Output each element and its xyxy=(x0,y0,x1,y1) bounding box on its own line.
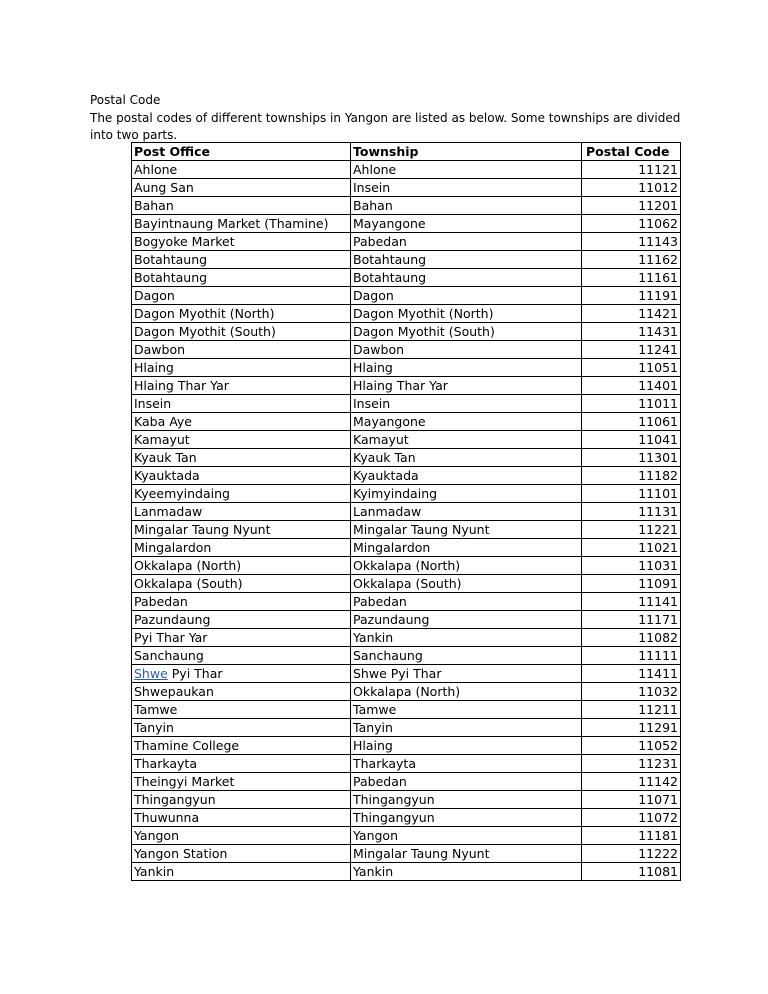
post-office-cell: Tamwe xyxy=(132,701,351,719)
township-cell: Dagon Myothit (South) xyxy=(351,323,582,341)
postal-code-cell: 11052 xyxy=(582,737,681,755)
post-office-cell: Yangon xyxy=(132,827,351,845)
table-row xyxy=(132,521,681,539)
township-cell: Tanyin xyxy=(351,719,582,737)
table-row xyxy=(132,341,681,359)
township-cell: Hlaing xyxy=(351,737,582,755)
township-cell: Mingalar Taung Nyunt xyxy=(351,845,582,863)
table-row xyxy=(132,593,681,611)
table-row xyxy=(132,215,681,233)
postal-code-cell: 11061 xyxy=(582,413,681,431)
post-office-cell: Tanyin xyxy=(132,719,351,737)
table-row xyxy=(132,197,681,215)
table-row xyxy=(132,629,681,647)
table-row xyxy=(132,701,681,719)
header-township: Township xyxy=(351,143,582,161)
postal-code-cell: 11221 xyxy=(582,521,681,539)
postal-code-cell: 11143 xyxy=(582,233,681,251)
table-row xyxy=(132,683,681,701)
post-office-cell: Pabedan xyxy=(132,593,351,611)
postal-code-cell: 11011 xyxy=(582,395,681,413)
township-cell: Kyauk Tan xyxy=(351,449,582,467)
township-cell: Tamwe xyxy=(351,701,582,719)
post-office-cell: Dagon Myothit (South) xyxy=(132,323,351,341)
page-heading: Postal Code xyxy=(90,93,161,107)
township-cell: Thingangyun xyxy=(351,809,582,827)
township-cell: Mayangone xyxy=(351,413,582,431)
table-row xyxy=(132,359,681,377)
post-office-cell: Dagon Myothit (North) xyxy=(132,305,351,323)
post-office-cell: Hlaing Thar Yar xyxy=(132,377,351,395)
table-row xyxy=(132,179,681,197)
township-cell: Tharkayta xyxy=(351,755,582,773)
table-row xyxy=(132,467,681,485)
header-postal-code: Postal Code xyxy=(582,143,681,161)
township-cell: Yankin xyxy=(351,629,582,647)
postal-code-cell: 11431 xyxy=(582,323,681,341)
table-row xyxy=(132,413,681,431)
post-office-cell: Shwepaukan xyxy=(132,683,351,701)
township-cell: Dagon Myothit (North) xyxy=(351,305,582,323)
table-row xyxy=(132,287,681,305)
postal-code-cell: 11091 xyxy=(582,575,681,593)
table-row xyxy=(132,233,681,251)
township-cell: Mingalar Taung Nyunt xyxy=(351,521,582,539)
post-office-cell: Thamine College xyxy=(132,737,351,755)
table-row xyxy=(132,611,681,629)
township-cell: Pabedan xyxy=(351,233,582,251)
post-office-cell: Kyeemyindaing xyxy=(132,485,351,503)
township-cell: Kamayut xyxy=(351,431,582,449)
post-office-cell: Kyauktada xyxy=(132,467,351,485)
postal-code-cell: 11291 xyxy=(582,719,681,737)
post-office-cell: Sanchaung xyxy=(132,647,351,665)
page-description: The postal codes of different townships in Yangon are listed as below. Some townships are divided into two parts. xyxy=(90,110,681,142)
table-row xyxy=(132,539,681,557)
table-row xyxy=(132,647,681,665)
table-row xyxy=(132,773,681,791)
table-row xyxy=(132,161,681,179)
table-row xyxy=(132,719,681,737)
header-post-office: Post Office xyxy=(132,143,351,161)
table-row xyxy=(132,665,681,683)
post-office-cell: Kaba Aye xyxy=(132,413,351,431)
post-office-cell: Kyauk Tan xyxy=(132,449,351,467)
postal-code-cell: 11142 xyxy=(582,773,681,791)
post-office-rest-text: Pyi Thar xyxy=(167,665,223,681)
township-cell: Sanchaung xyxy=(351,647,582,665)
table-row xyxy=(132,269,681,287)
post-office-cell: Aung San xyxy=(132,179,351,197)
table-row xyxy=(132,863,681,881)
table-row xyxy=(132,503,681,521)
postal-code-cell: 11401 xyxy=(582,377,681,395)
postal-code-cell: 11182 xyxy=(582,467,681,485)
intro-block xyxy=(90,92,690,145)
township-cell: Botahtaung xyxy=(351,251,582,269)
post-office-cell: Pazundaung xyxy=(132,611,351,629)
township-cell: Okkalapa (North) xyxy=(351,557,582,575)
post-office-cell: Mingalar Taung Nyunt xyxy=(132,521,351,539)
post-office-cell: Dawbon xyxy=(132,341,351,359)
post-office-cell: Botahtaung xyxy=(132,251,351,269)
table-row xyxy=(132,557,681,575)
postal-code-cell: 11171 xyxy=(582,611,681,629)
table-row xyxy=(132,737,681,755)
table-row xyxy=(132,827,681,845)
post-office-cell: Yangon Station xyxy=(132,845,351,863)
township-cell: Kyimyindaing xyxy=(351,485,582,503)
post-office-cell: Bayintnaung Market (Thamine) xyxy=(132,215,351,233)
post-office-cell: Thingangyun xyxy=(132,791,351,809)
township-cell: Botahtaung xyxy=(351,269,582,287)
postal-code-cell: 11222 xyxy=(582,845,681,863)
township-cell: Lanmadaw xyxy=(351,503,582,521)
table-row xyxy=(132,809,681,827)
postal-code-cell: 11231 xyxy=(582,755,681,773)
township-cell: Mingalardon xyxy=(351,539,582,557)
table-row xyxy=(132,575,681,593)
postal-code-table xyxy=(131,142,681,881)
table-row xyxy=(132,431,681,449)
postal-code-cell: 11411 xyxy=(582,665,681,683)
postal-code-cell: 11101 xyxy=(582,485,681,503)
postal-code-cell: 11191 xyxy=(582,287,681,305)
township-cell: Dagon xyxy=(351,287,582,305)
postal-code-cell: 11301 xyxy=(582,449,681,467)
table-header-row xyxy=(132,143,681,161)
postal-code-cell: 11062 xyxy=(582,215,681,233)
postal-code-cell: 11121 xyxy=(582,161,681,179)
postal-code-cell: 11082 xyxy=(582,629,681,647)
table-row xyxy=(132,791,681,809)
postal-code-cell: 11071 xyxy=(582,791,681,809)
postal-code-cell: 11051 xyxy=(582,359,681,377)
township-cell: Okkalapa (North) xyxy=(351,683,582,701)
township-cell: Okkalapa (South) xyxy=(351,575,582,593)
table-row xyxy=(132,395,681,413)
post-office-cell: Okkalapa (South) xyxy=(132,575,351,593)
postal-code-cell: 11041 xyxy=(582,431,681,449)
township-cell: Ahlone xyxy=(351,161,582,179)
table-body xyxy=(132,161,681,881)
postal-code-cell: 11131 xyxy=(582,503,681,521)
township-cell: Bahan xyxy=(351,197,582,215)
table-row xyxy=(132,323,681,341)
post-office-cell: Mingalardon xyxy=(132,539,351,557)
township-cell: Insein xyxy=(351,395,582,413)
table-row xyxy=(132,449,681,467)
post-office-cell: Bogyoke Market xyxy=(132,233,351,251)
post-office-cell: Bahan xyxy=(132,197,351,215)
postal-code-cell: 11072 xyxy=(582,809,681,827)
township-cell: Shwe Pyi Thar xyxy=(351,665,582,683)
township-cell: Pabedan xyxy=(351,773,582,791)
postal-code-cell: 11012 xyxy=(582,179,681,197)
table-row xyxy=(132,845,681,863)
post-office-cell: Insein xyxy=(132,395,351,413)
shwe-link[interactable]: Shwe xyxy=(134,665,168,681)
post-office-cell xyxy=(132,665,351,683)
postal-code-cell: 11421 xyxy=(582,305,681,323)
table-row xyxy=(132,755,681,773)
post-office-cell: Botahtaung xyxy=(132,269,351,287)
table-row xyxy=(132,305,681,323)
township-cell: Kyauktada xyxy=(351,467,582,485)
township-cell: Mayangone xyxy=(351,215,582,233)
postal-code-cell: 11032 xyxy=(582,683,681,701)
post-office-cell: Tharkayta xyxy=(132,755,351,773)
township-cell: Insein xyxy=(351,179,582,197)
postal-code-cell: 11211 xyxy=(582,701,681,719)
post-office-cell: Okkalapa (North) xyxy=(132,557,351,575)
table-row xyxy=(132,377,681,395)
postal-code-cell: 11111 xyxy=(582,647,681,665)
post-office-cell: Yankin xyxy=(132,863,351,881)
township-cell: Dawbon xyxy=(351,341,582,359)
post-office-cell: Thuwunna xyxy=(132,809,351,827)
postal-code-cell: 11031 xyxy=(582,557,681,575)
postal-code-cell: 11021 xyxy=(582,539,681,557)
postal-code-cell: 11241 xyxy=(582,341,681,359)
postal-code-cell: 11162 xyxy=(582,251,681,269)
post-office-cell: Theingyi Market xyxy=(132,773,351,791)
township-cell: Pabedan xyxy=(351,593,582,611)
township-cell: Yankin xyxy=(351,863,582,881)
township-cell: Thingangyun xyxy=(351,791,582,809)
post-office-cell: Kamayut xyxy=(132,431,351,449)
postal-code-cell: 11181 xyxy=(582,827,681,845)
township-cell: Yangon xyxy=(351,827,582,845)
post-office-cell: Dagon xyxy=(132,287,351,305)
township-cell: Hlaing xyxy=(351,359,582,377)
table-row xyxy=(132,251,681,269)
post-office-cell: Ahlone xyxy=(132,161,351,179)
township-cell: Pazundaung xyxy=(351,611,582,629)
table-row xyxy=(132,485,681,503)
township-cell: Hlaing Thar Yar xyxy=(351,377,582,395)
post-office-cell: Hlaing xyxy=(132,359,351,377)
postal-code-cell: 11201 xyxy=(582,197,681,215)
postal-code-cell: 11081 xyxy=(582,863,681,881)
post-office-cell: Lanmadaw xyxy=(132,503,351,521)
post-office-cell: Pyi Thar Yar xyxy=(132,629,351,647)
postal-code-cell: 11161 xyxy=(582,269,681,287)
postal-code-cell: 11141 xyxy=(582,593,681,611)
